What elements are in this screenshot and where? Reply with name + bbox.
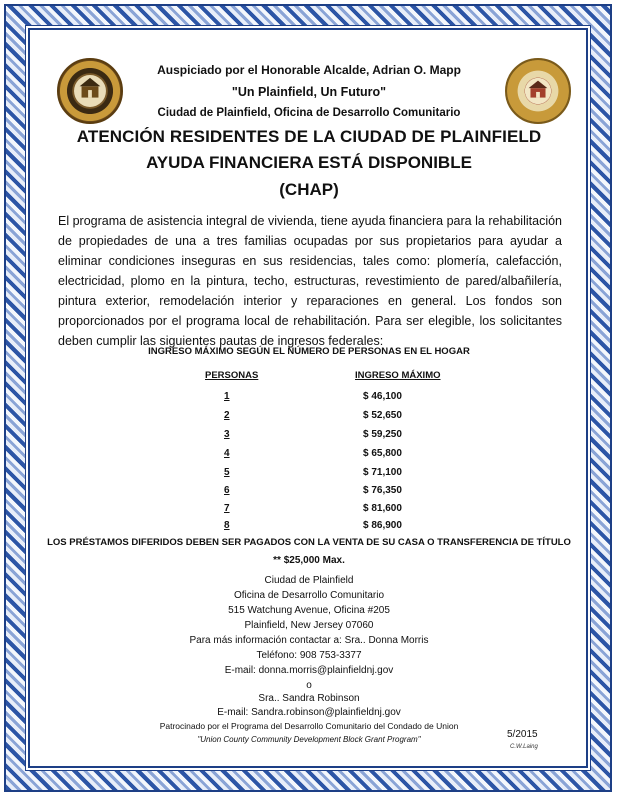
income-cell: $ 81,600 (363, 503, 402, 514)
table-row (0, 503, 618, 521)
email-link[interactable]: E-mail: donna.morris@plainfieldnj.gov (224, 665, 394, 676)
table-row (0, 467, 618, 485)
program-footer: "Union County Community Development Block Grant Program" (197, 735, 421, 744)
table-row (0, 429, 618, 447)
contact-line: Ciudad de Plainfield (264, 575, 354, 586)
title-line-3: (CHAP) (279, 180, 339, 199)
persons-cell: 5 (224, 467, 230, 478)
sponsor-footer: Patrocinado por el Programa del Desarrollo Comunitario del Condado de Union (159, 721, 459, 731)
contact-line: Para más información contactar a: Sra.. Donna Morris (189, 635, 429, 646)
income-cell: $ 71,100 (363, 467, 402, 478)
persons-cell: 6 (224, 485, 230, 496)
table-row (0, 448, 618, 466)
table-row (0, 520, 618, 538)
contact-line: Plainfield, New Jersey 07060 (244, 620, 374, 631)
contact-line: Sra.. Sandra Robinson (258, 693, 360, 704)
persons-cell: 1 (224, 391, 230, 402)
slogan-line: "Un Plainfield, Un Futuro" (231, 85, 387, 99)
income-cell: $ 65,800 (363, 448, 402, 459)
title-line-2: AYUDA FINANCIERA ESTÁ DISPONIBLE (146, 153, 472, 172)
income-cell: $ 76,350 (363, 485, 402, 496)
income-cell: $ 86,900 (363, 520, 402, 531)
income-cell: $ 46,100 (363, 391, 402, 402)
persons-column-header: PERSONAS (205, 370, 259, 381)
contact-line: Teléfono: 908 753-3377 (256, 650, 362, 661)
date-label: 5/2015 (507, 729, 538, 740)
contact-line: Oficina de Desarrollo Comunitario (233, 590, 385, 601)
contact-line: o (306, 680, 312, 691)
income-cell: $ 59,250 (363, 429, 402, 440)
author-initials: C.W.Laing (510, 744, 538, 750)
deferred-loans-note: LOS PRÉSTAMOS DIFERIDOS DEBEN SER PAGADOS CON LA VENTA DE SU CASA O TRANSFERENCIA DE TÍTULO (47, 537, 571, 548)
persons-cell: 2 (224, 410, 230, 421)
income-table-title: INGRESO MÁXIMO SEGÚN EL NÚMERO DE PERSONAS EN EL HOGAR (148, 346, 470, 357)
email-link[interactable]: E-mail: Sandra.robinson@plainfieldnj.gov (217, 707, 401, 718)
max-amount: ** $25,000 Max. (273, 555, 345, 566)
table-row (0, 410, 618, 428)
persons-cell: 8 (224, 520, 230, 531)
persons-cell: 3 (224, 429, 230, 440)
program-description: El programa de asistencia integral de vivienda, tiene ayuda financiera para la rehabilitación de propiedades de una a tres familias ocupadas por sus propietarios para ayudar a eliminar condiciones inseguras en sus residencias, tales como: plomería, calefacción, electricidad, plomo en la pintura, techo, estructuras, revestimiento de pared/albañilería, pintura exterior, remodelación interior y reparaciones en general. Los fondos son proporcionados por el programa local de rehabilitación. Para ser elegible, los solicitantes deben cumplir las siguientes pautas de ingresos federales: (58, 214, 562, 348)
persons-cell: 4 (224, 448, 230, 459)
persons-cell: 7 (224, 503, 230, 514)
table-row (0, 391, 618, 409)
sponsor-line: Auspiciado por el Honorable Alcalde, Adrian O. Mapp (157, 63, 461, 77)
income-cell: $ 52,650 (363, 410, 402, 421)
title-line-1: ATENCIÓN RESIDENTES DE LA CIUDAD DE PLAINFIELD (76, 127, 542, 146)
table-row (0, 485, 618, 503)
contact-line: 515 Watchung Avenue, Oficina #205 (228, 605, 390, 616)
income-column-header: INGRESO MÁXIMO (355, 370, 441, 381)
office-line: Ciudad de Plainfield, Oficina de Desarrollo Comunitario (157, 107, 461, 119)
